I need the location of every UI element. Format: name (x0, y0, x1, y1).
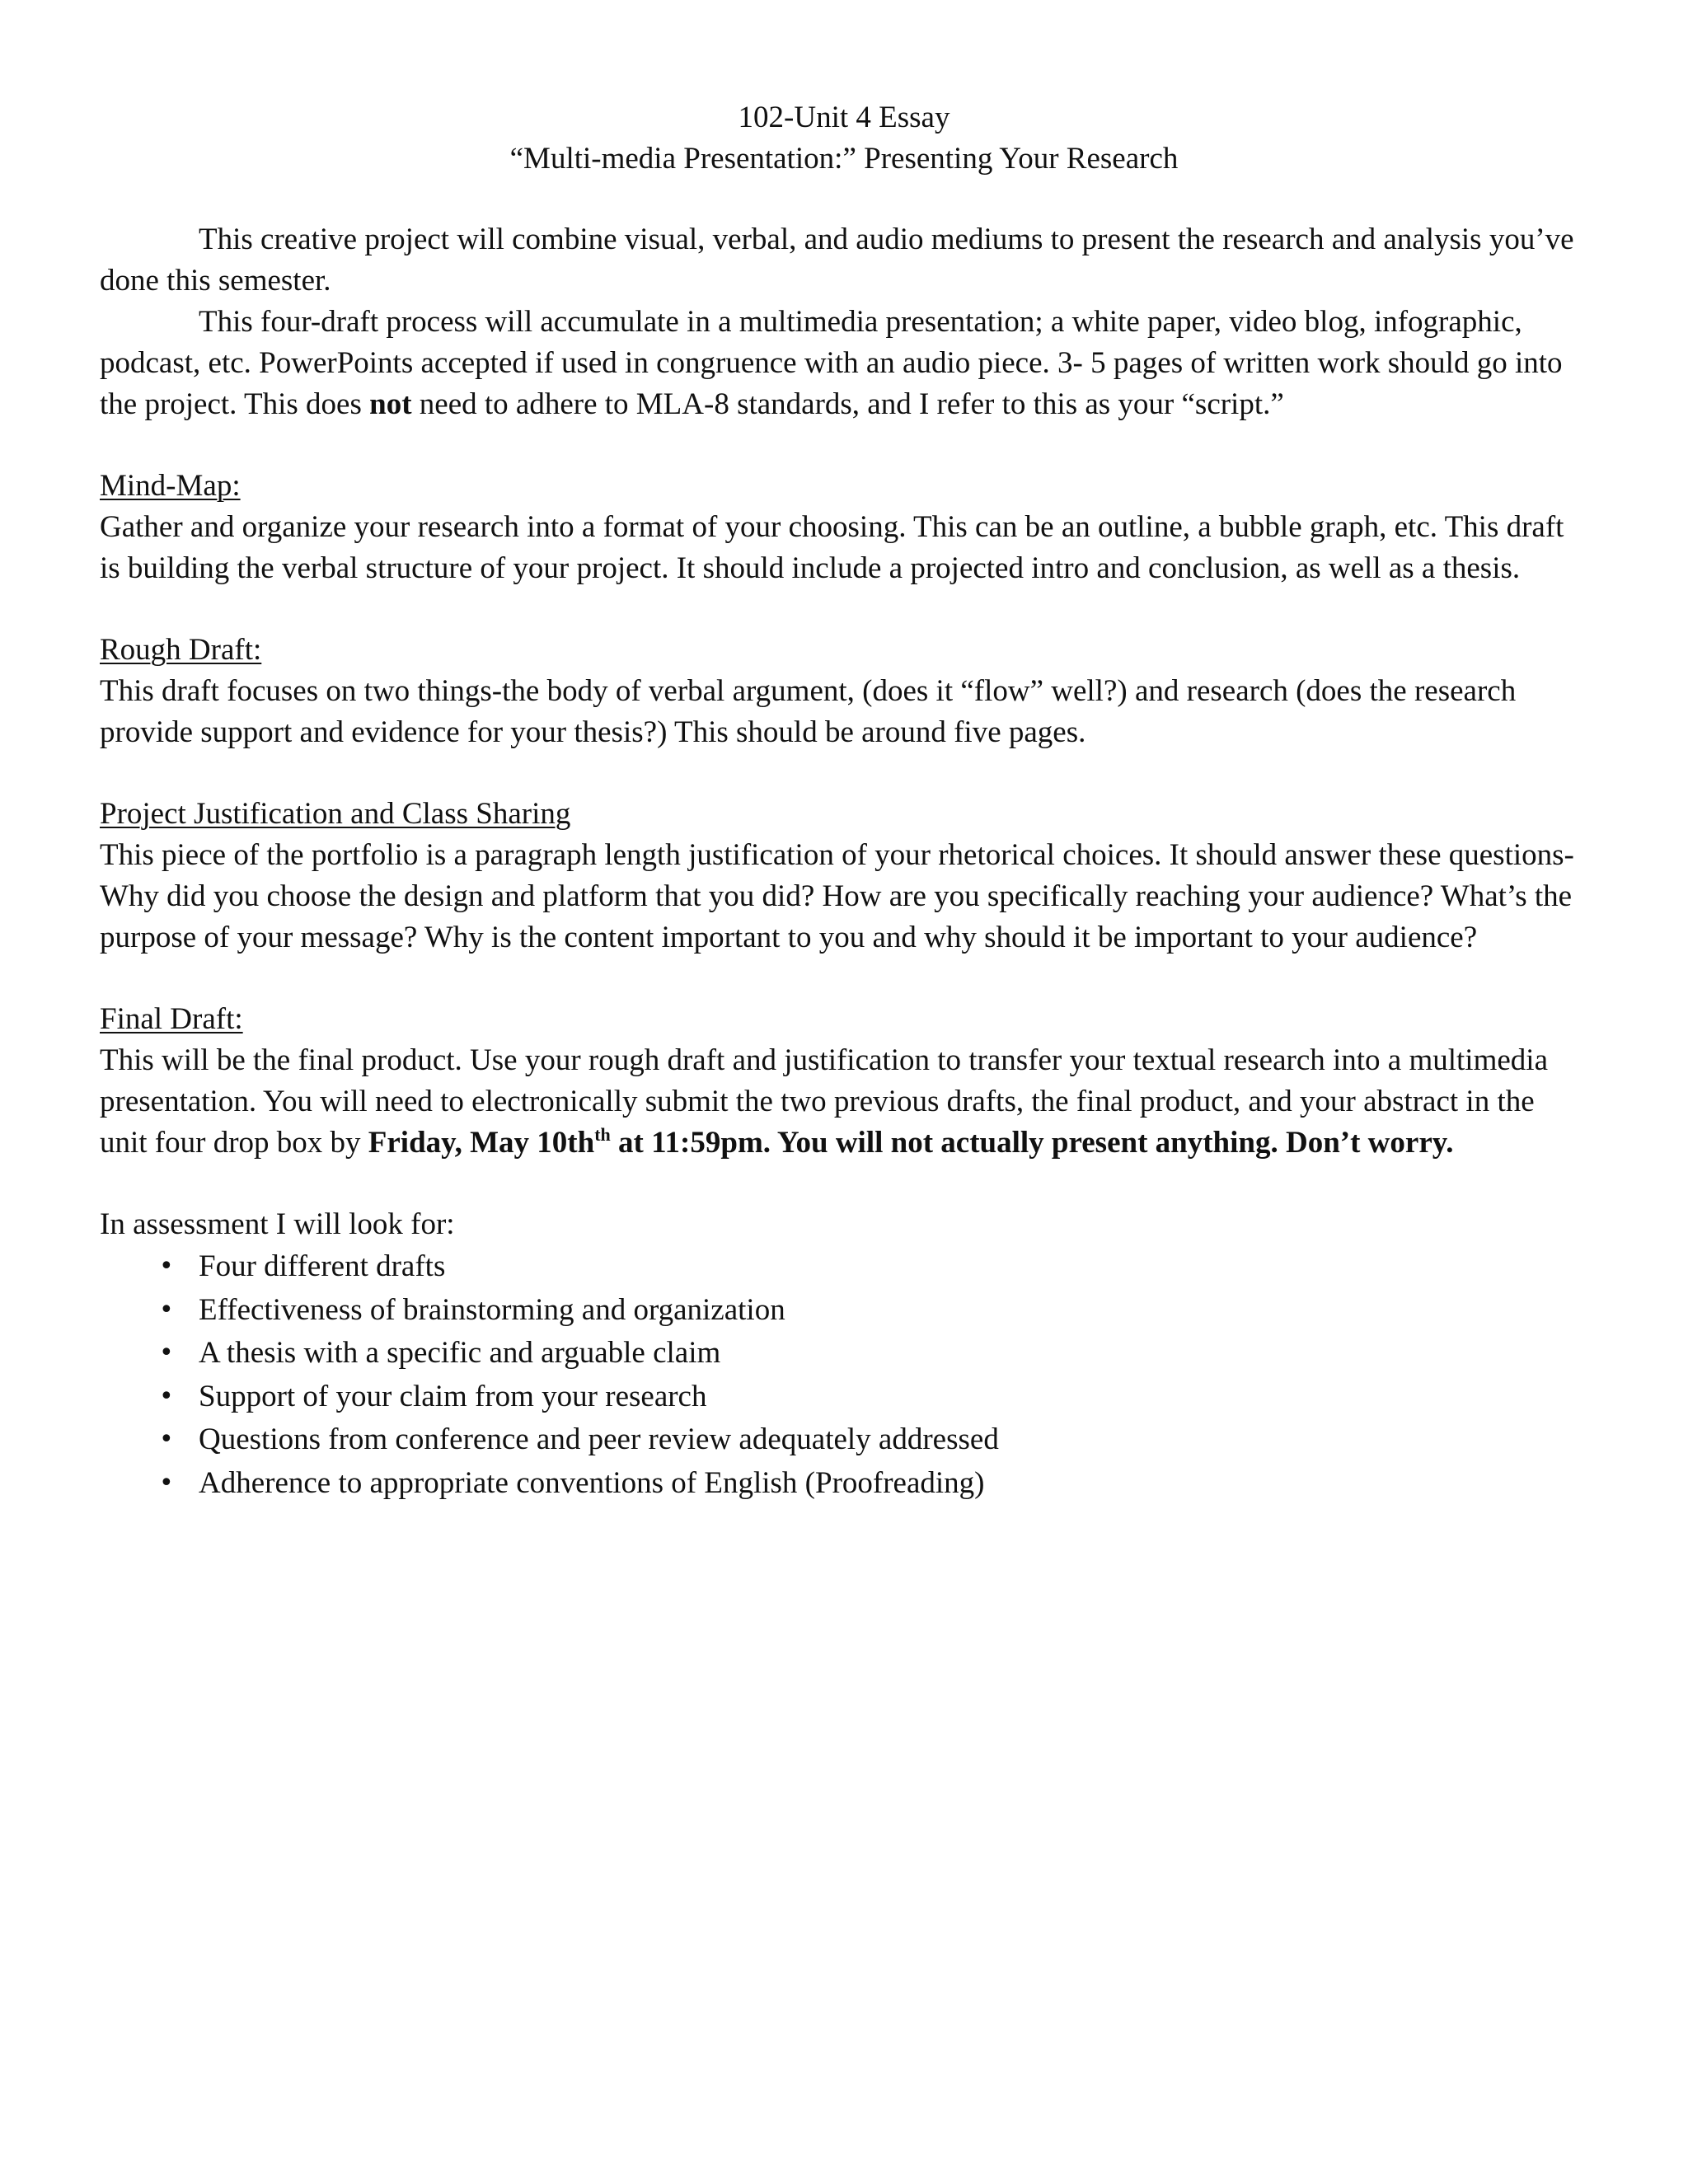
bullet-icon: • (159, 1295, 174, 1324)
bullet-icon: • (159, 1381, 174, 1411)
assessment-list (100, 1245, 1583, 1505)
list-item-text: Adherence to appropriate conventions of English (Proofreading) (199, 1465, 985, 1500)
intro-paragraph-2 (100, 302, 1583, 425)
list-item (100, 1332, 1583, 1376)
final-draft-text: This will be the final product. Use your rough draft and justification to transfer your textual research into a multimedia presentation. You will need to electronically submit the two previous drafts, the final product, and your abstract in the unit four drop box by (100, 1043, 1548, 1160)
assessment-intro: In assessment I will look for: (100, 1207, 455, 1241)
document-page (100, 97, 1583, 1505)
rough-draft-heading: Rough Draft: (100, 633, 262, 667)
due-date-text: Friday, May 10th (368, 1126, 595, 1160)
list-item (100, 1418, 1583, 1462)
mind-map-heading: Mind-Map: (100, 469, 241, 503)
due-time-note: at 11:59pm. You will not actually present anything. Don’t worry. (610, 1126, 1454, 1160)
title-line-course: 102-Unit 4 Essay (738, 101, 950, 134)
document-title (0, 97, 1688, 180)
intro-p2-text-a: This four-draft process will accumulate in a multimedia presentation; a white paper, video blog, infographic, podcast, etc. PowerPoints accepted if used in congruence with an audio piece. 3- 5 pages of written work should go into the project. This does (100, 305, 1563, 421)
bullet-icon: • (159, 1338, 174, 1367)
due-date-superscript: th (594, 1124, 611, 1145)
list-item-text: Questions from conference and peer review adequately addressed (199, 1422, 999, 1456)
list-item (100, 1462, 1583, 1506)
rough-draft-section (100, 630, 1583, 753)
justification-body: This piece of the portfolio is a paragraph length justification of your rhetorical choices. It should answer these questions- Why did you choose the design and platform that you did? How are you specifically reaching your audience? What’s the purpose of your message? Why is the content important to you and why should it be important to your audience? (100, 838, 1574, 954)
intro-section (100, 219, 1583, 425)
final-draft-body (100, 1040, 1583, 1164)
justification-heading: Project Justification and Class Sharing (100, 797, 571, 831)
bullet-icon: • (159, 1252, 174, 1281)
mind-map-body: Gather and organize your research into a format of your choosing. This can be an outline, a bubble graph, etc. This draft is building the verbal structure of your project. It should include a projected intro and conclusion, as well as a thesis. (100, 510, 1564, 585)
list-item (100, 1289, 1583, 1333)
list-item-text: Support of your claim from your research (199, 1379, 707, 1413)
assessment-section (100, 1204, 1583, 1505)
bullet-icon: • (159, 1468, 174, 1497)
rough-draft-body: This draft focuses on two things-the body of verbal argument, (does it “flow” well?) and research (does the research provide support and evidence for your thesis?) This should be around five pages. (100, 674, 1517, 749)
mind-map-section (100, 466, 1583, 589)
list-item-text: Effectiveness of brainstorming and organization (199, 1292, 785, 1327)
intro-paragraph-1: This creative project will combine visual, verbal, and audio mediums to present the research and analysis you’ve done this semester. (100, 223, 1574, 298)
list-item-text: A thesis with a specific and arguable claim (199, 1336, 721, 1370)
list-item (100, 1376, 1583, 1419)
final-draft-section (100, 999, 1583, 1164)
justification-section (100, 794, 1583, 958)
final-draft-heading: Final Draft: (100, 1002, 243, 1036)
title-line-assignment: “Multi-media Presentation:” Presenting Your Research (509, 142, 1179, 176)
list-item (100, 1245, 1583, 1289)
due-date (368, 1126, 1454, 1160)
intro-p2-bold-not: not (369, 387, 412, 421)
bullet-icon: • (159, 1425, 174, 1454)
intro-p2-text-b: need to adhere to MLA-8 standards, and I refer to this as your “script.” (411, 387, 1284, 421)
list-item-text: Four different drafts (199, 1249, 446, 1283)
